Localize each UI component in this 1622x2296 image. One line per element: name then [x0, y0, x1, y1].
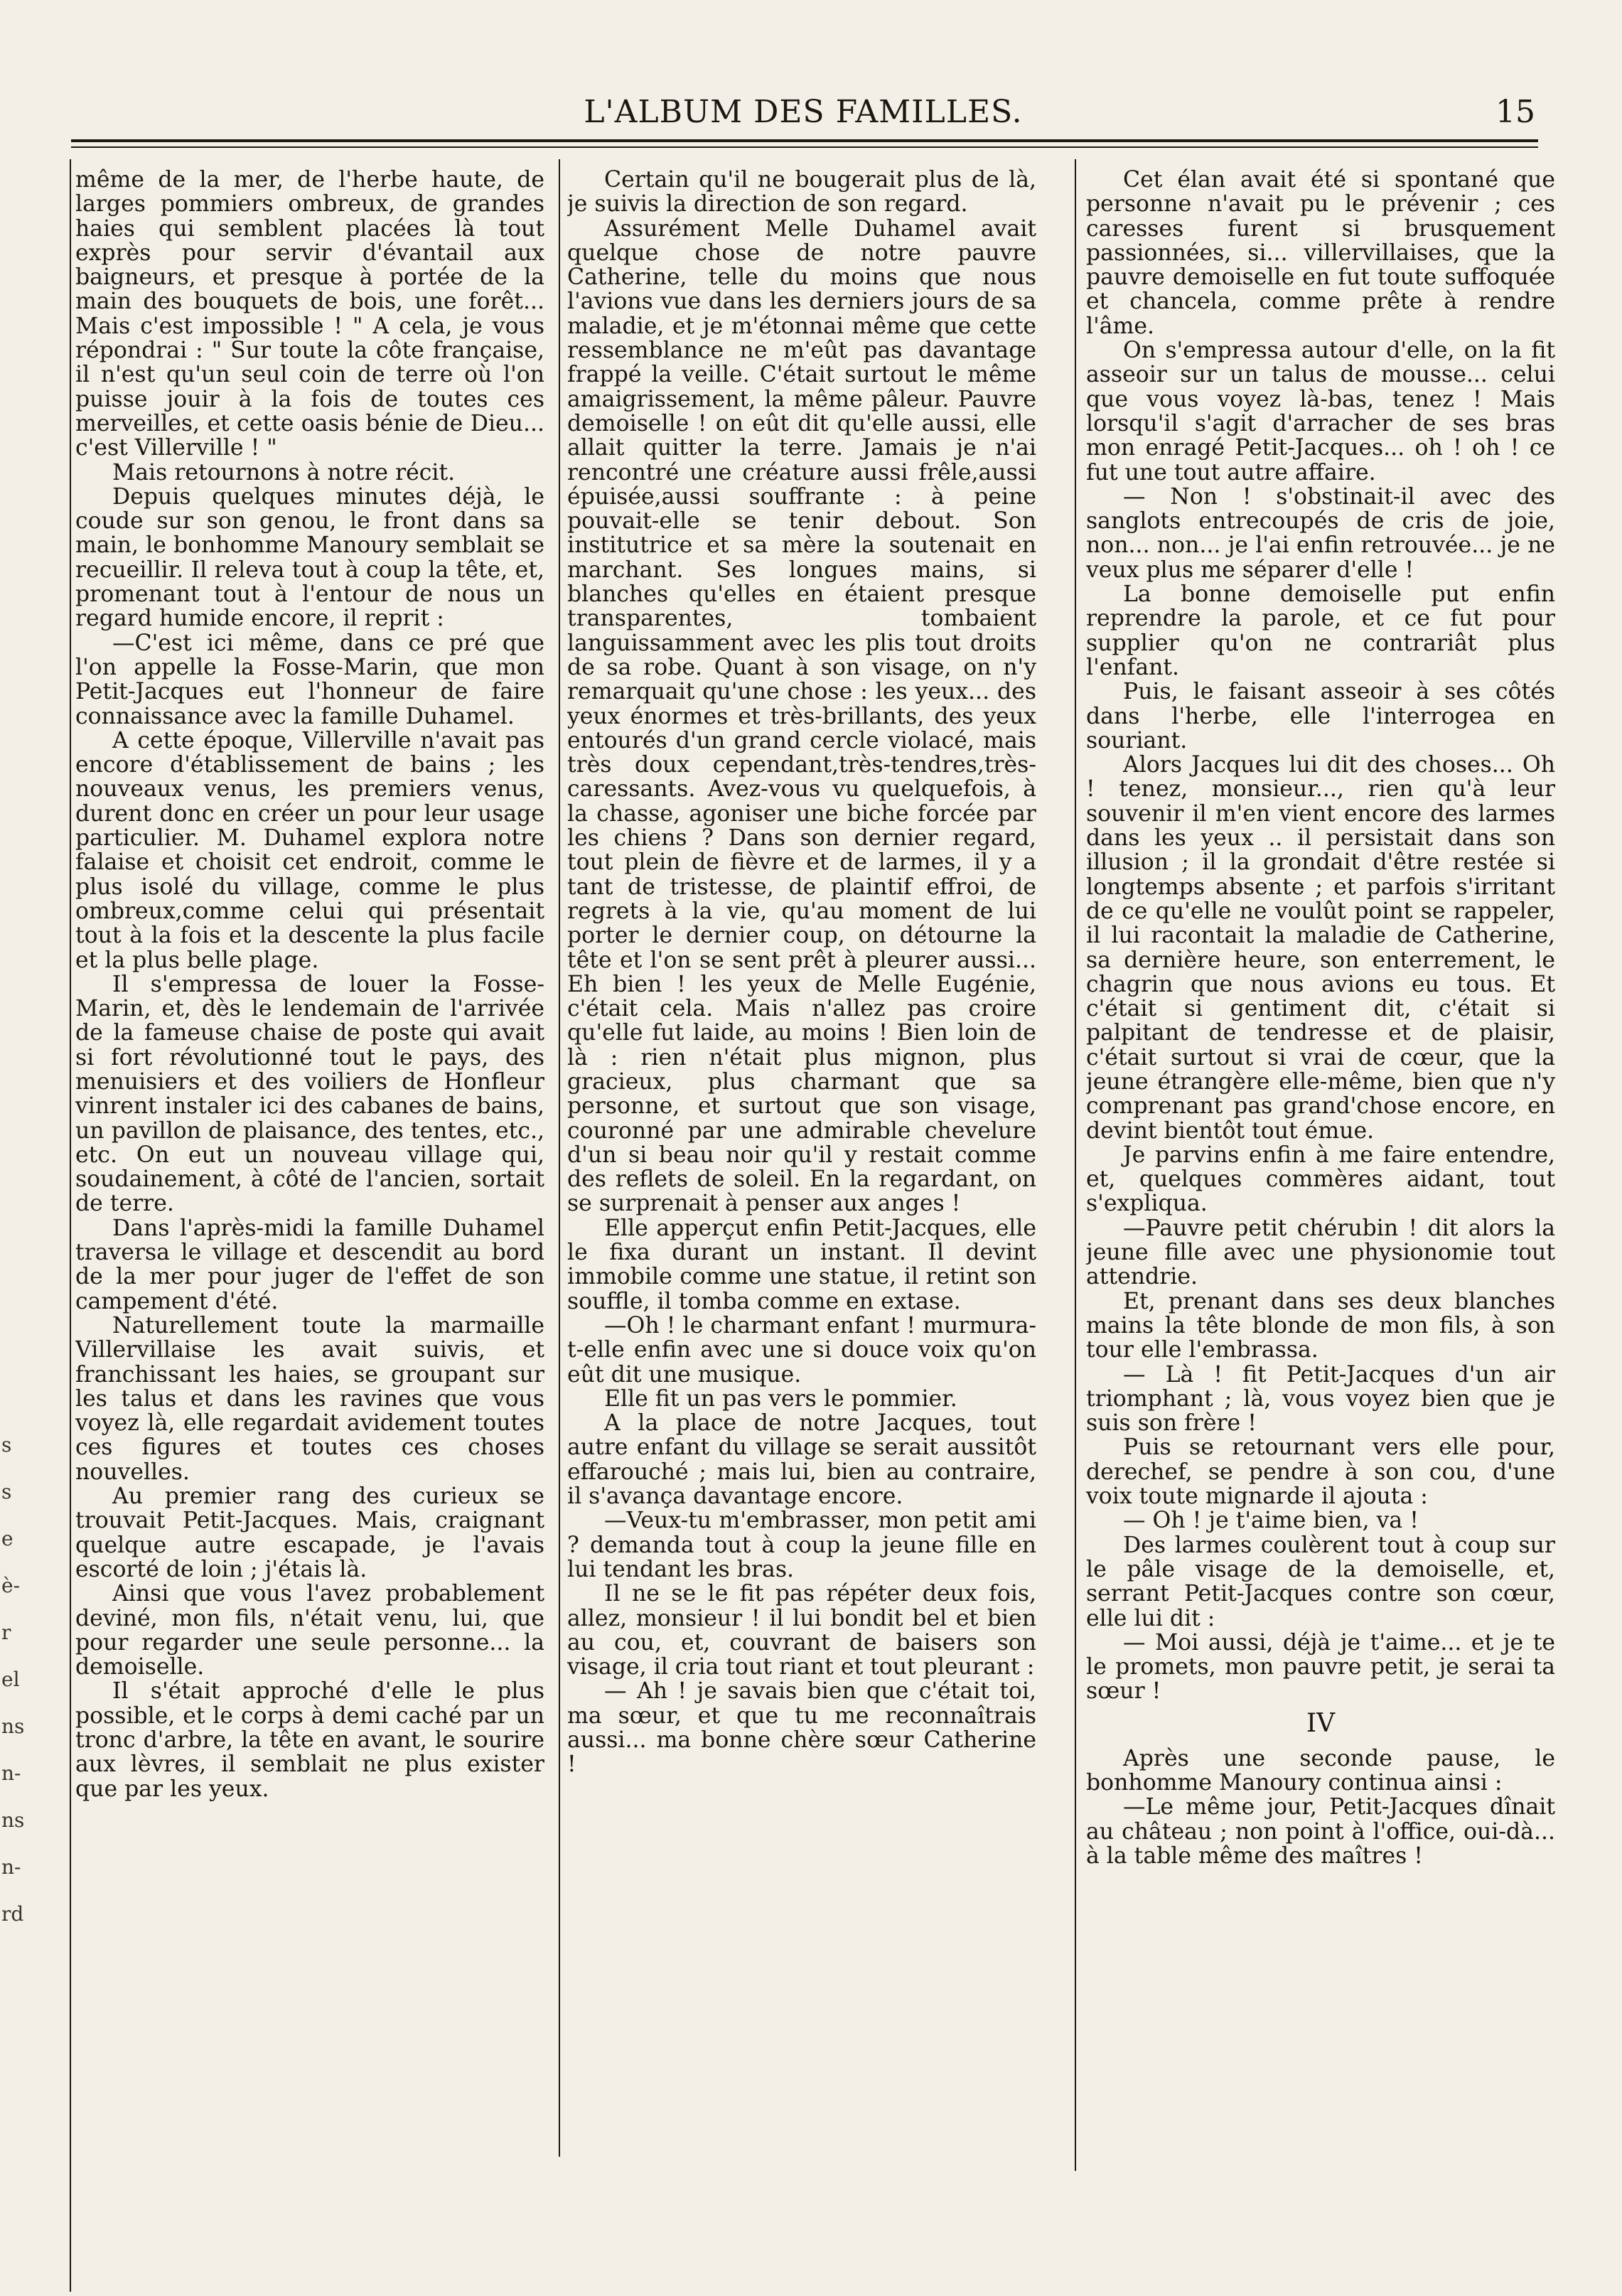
paragraph: — Non ! s'obstinait-il avec des sanglots entrecoupés de cris de joie, non... non... je l'ai enfin retrouvée... je ne veux plus me séparer d'elle ! — [1086, 483, 1555, 583]
paragraph: — Moi aussi, déjà je t'aime... et je te le promets, mon pauvre petit, je serai ta sœur ! — [1086, 1629, 1555, 1705]
margin-fragment: r — [1, 1621, 11, 1644]
paragraph: Il ne se le fit pas répéter deux fois, allez, monsieur ! il lui bondit bel et bien au cou, et, couvrant de baisers son visage, il cria tout riant et tout pleurant : — [567, 1581, 1036, 1680]
margin-fragment: rd — [1, 1902, 24, 1926]
margin-fragment: n- — [1, 1855, 21, 1879]
paragraph: A la place de notre Jacques, tout autre enfant du village se serait aussitôt effarouché ; mais lui, bien au contraire, il s'avança davantage encore. — [567, 1410, 1036, 1510]
margin-fragment: el — [1, 1668, 20, 1691]
header-rule-thin — [71, 146, 1538, 148]
paragraph: Assurément Melle Duhamel avait quelque chose de notre pauvre Catherine, telle du moins que nous l'avions vue dans les derniers jours de sa maladie, et je m'étonnai même que cette ressemblance ne m'eût pas davantage frappé la veille. C'était surtout le même amaigrissement, la même pâleur. Pauvre demoiselle ! on eût dit qu'elle aussi, elle allait quitter la terre. Jamais je n'ai rencontré une créature aussi frêle,aussi épuisée,aussi souffrante : à peine pouvait-elle se tenir debout. Son institutrice et sa mère la soutenait en marchant. Ses longues mains, si blanches qu'elles en étaient presque transparentes, tombaient languissamment avec les plis tout droits de sa robe. Quant à son visage, on n'y remarquait qu'une chose : les yeux... des yeux énormes et très-brillants, des yeux entourés d'un grand cercle violacé, mais très doux cependant,très-tendres,très-caressants. Avez-vous vu quelquefois, à la chasse, agoniser une biche forcée par les chiens ? Dans son dernier regard, tout plein de fièvre et de larmes, il y a tant de tristesse, de plaintif effroi, de regrets à la vie, qu'au moment de lui porter le dernier coup, on détourne la tête et l'on se sent prêt à pleurer aussi... Eh bien ! les yeux de Melle Eugénie, c'était cela. Mais n'allez pas croire qu'elle fut laide, au moins ! Bien loin de là : rien n'était plus mignon, plus gracieux, plus charmant que sa personne, et surtout que son visage, couronné par une admirable chevelure d'un si beau noir qu'il y restait comme des reflets de soleil. En la regardant, on se surprenait à penser aux anges ! — [567, 215, 1036, 1217]
paragraph: Je parvins enfin à me faire entendre, et, quelques commères aidant, tout s'expliqua. — [1086, 1142, 1555, 1217]
paragraph: Puis, le faisant asseoir à ses côtés dans l'herbe, elle l'interrogea en souriant. — [1086, 679, 1555, 753]
paragraph: Elle fit un pas vers le pommier. — [604, 1385, 957, 1412]
running-title: L'ALBUM DES FAMILLES. — [584, 94, 1023, 130]
text-column-3 — [1086, 168, 1555, 2215]
paragraph: Des larmes coulèrent tout à coup sur le pâle visage de la demoiselle, et, serrant Petit-Jacques contre son cœur, elle lui dit : — [1086, 1532, 1555, 1631]
paragraph: Il s'était approché d'elle le plus possible, et le corps à demi caché par un tronc d'arbre, la tête en avant, le sourire aux lèvres, il semblait ne plus exister que par les yeux. — [75, 1678, 544, 1802]
paragraph: Certain qu'il ne bougerait plus de là, je suivis la direction de son regard. — [567, 168, 1036, 218]
paragraph: — Ah ! je savais bien que c'était toi, ma sœur, et que tu me reconnaîtrais aussi... ma bonne chère sœur Catherine ! — [567, 1678, 1036, 1778]
paragraph: Cet élan avait été si spontané que personne n'avait pu le prévenir ; ces caresses furent si brusquement passionnées, si... villervillaises, que la pauvre demoiselle en fut toute suffoquée et chancela, comme prête à rendre l'âme. — [1086, 168, 1555, 339]
margin-fragment: n- — [1, 1761, 21, 1785]
paragraph: Et, prenant dans ses deux blanches mains la tête blonde de mon fils, à son tour elle l'embrassa. — [1086, 1288, 1555, 1363]
margin-fragment: s — [1, 1480, 12, 1503]
paragraph: Dans l'après-midi la famille Duhamel traversa le village et descendit au bord de la mer pour juger de l'effet de son campement d'été. — [75, 1215, 544, 1314]
paragraph: —Veux-tu m'embrasser, mon petit ami ? demanda tout à coup la jeune fille en lui tendant les bras. — [567, 1508, 1036, 1582]
paragraph: —Oh ! le charmant enfant ! murmura-t-elle enfin avec une si douce voix qu'on eût dit une musique. — [567, 1312, 1036, 1388]
page-number: 15 — [1495, 94, 1535, 130]
margin-fragment: s — [1, 1433, 12, 1457]
text-column-2 — [567, 168, 1036, 2215]
paragraph: Mais retournons à notre récit. — [112, 459, 456, 486]
facing-page-margin — [1, 1422, 44, 1938]
paragraph: Elle apperçut enfin Petit-Jacques, elle le fixa durant un instant. Il devint immobile comme une statue, il retint son souffle, il tomba comme en extase. — [567, 1215, 1036, 1314]
text-column-1 — [75, 168, 544, 2215]
paragraph: Ainsi que vous l'avez probablement deviné, mon fils, n'était venu, lui, que pour regarder une seule personne... la demoiselle. — [75, 1581, 544, 1680]
column-divider-left — [70, 159, 71, 2292]
margin-fragment: è- — [1, 1574, 21, 1597]
paragraph: La bonne demoiselle put enfin reprendre la parole, et ce fut pour supplier qu'on ne contrariât plus l'enfant. — [1086, 581, 1555, 680]
paragraph: — Là ! fit Petit-Jacques d'un air triomphant ; là, vous voyez bien que je suis son frère ! — [1086, 1361, 1555, 1437]
margin-fragment: e — [1, 1527, 14, 1550]
paragraph: — Oh ! je t'aime bien, va ! — [1123, 1508, 1419, 1534]
paragraph: Après une seconde pause, le bonhomme Manoury continua ainsi : — [1086, 1745, 1555, 1796]
paragraph: Alors Jacques lui dit des choses... Oh ! tenez, monsieur..., rien qu'à leur souvenir il m'en vient encore des larmes dans les yeux .. il persistait dans son illusion ; il la grondait d'être restée si longtemps absente ; et parfois s'irritant de ce qu'elle ne voulût point se rappeler, il lui racontait la maladie de Catherine, sa dernière heure, son enterrement, le chagrin que nous avions eu tous. Et c'était si gentiment dit, c'était si palpitant de tendresse et de plaisir, c'était surtout si vrai de cœur, que la jeune étrangère elle-même, bien que n'y comprenant pas grand'chose encore, en devint bientôt tout émue. — [1086, 752, 1555, 1144]
paragraph: Il s'empressa de louer la Fosse-Marin, et, dès le lendemain de l'arrivée de la fameuse chaise de poste qui avait si fort révolutionné tout le pays, des menuisiers et des voiliers de Honfleur vinrent instaler ici des cabanes de bains, un pavillon de plaisance, des tentes, etc., etc. On eut un nouveau village qui, soudainement, à côté de l'ancien, sortait de terre. — [75, 971, 544, 1217]
paragraph: —Le même jour, Petit-Jacques dînait au château ; non point à l'office, oui-dà... à la table même des maîtres ! — [1086, 1794, 1555, 1869]
paragraph: A cette époque, Villerville n'avait pas encore d'établissement de bains ; les nouveaux venus, les premiers venus, durent donc en créer un pour leur usage particulier. M. Duhamel explora notre falaise et choisit cet endroit, comme le plus isolé du village, comme le plus ombreux,comme celui qui présentait tout à la fois et la descente la plus facile et la plus belle plage. — [75, 727, 544, 973]
page-header — [71, 91, 1535, 134]
paragraph: Naturellement toute la marmaille Villervillaise les avait suivis, et franchissant les haies, se groupant sur les talus et dans les ravines que vous voyez là, elle regardait avidement toutes ces figures et toutes ces choses nouvelles. — [75, 1312, 544, 1485]
paragraph: Puis se retournant vers elle pour, derechef, se pendre à son cou, d'une voix toute mignarde il ajouta : — [1086, 1434, 1555, 1510]
margin-fragment: ns — [1, 1715, 25, 1738]
paragraph: Au premier rang des curieux se trouvait Petit-Jacques. Mais, craignant quelque autre escapade, je l'avais escorté de loin ; j'étais là. — [75, 1484, 544, 1582]
margin-fragment: ns — [1, 1808, 25, 1832]
paragraph: Depuis quelques minutes déjà, le coude sur son genou, le front dans sa main, le bonhomme Manoury semblait se recueillir. Il releva tout à coup la tête, et, promenant tout à l'entour de nous un regard humide encore, il reprit : — [75, 483, 544, 632]
header-rule-thick — [71, 139, 1538, 142]
paragraph: —C'est ici même, dans ce pré que l'on appelle la Fosse-Marin, que mon Petit-Jacques eut l'honneur de faire connaissance avec la famille Duhamel. — [75, 630, 544, 729]
paragraph: —Pauvre petit chérubin ! dit alors la jeune fille avec une physionomie tout attendrie. — [1086, 1215, 1555, 1290]
paragraph: On s'empressa autour d'elle, on la fit asseoir sur un talus de mousse... celui que vous voyez là-bas, tenez ! Mais lorsqu'il s'agit d'arracher de ses bras mon enragé Petit-Jacques... oh ! oh ! ce fut une tout autre affaire. — [1086, 338, 1555, 486]
column-divider-right — [1075, 159, 1076, 2171]
column-divider-middle — [559, 159, 560, 2157]
paragraph: même de la mer, de l'herbe haute, de larges pommiers ombreux, de grandes haies qui semblent placées là tout exprès pour servir d'évantail aux baigneurs, et presque à portée de la main des bouquets de bois, une forêt... Mais c'est impossible ! " A cela, je vous répondrai : " Sur toute la côte française, il n'est qu'un seul coin de terre où l'on puisse jouir à la fois de toutes ces merveilles, et cette oasis bénie de Dieu... c'est Villerville ! " — [75, 168, 544, 461]
section-heading: IV — [1306, 1708, 1336, 1738]
